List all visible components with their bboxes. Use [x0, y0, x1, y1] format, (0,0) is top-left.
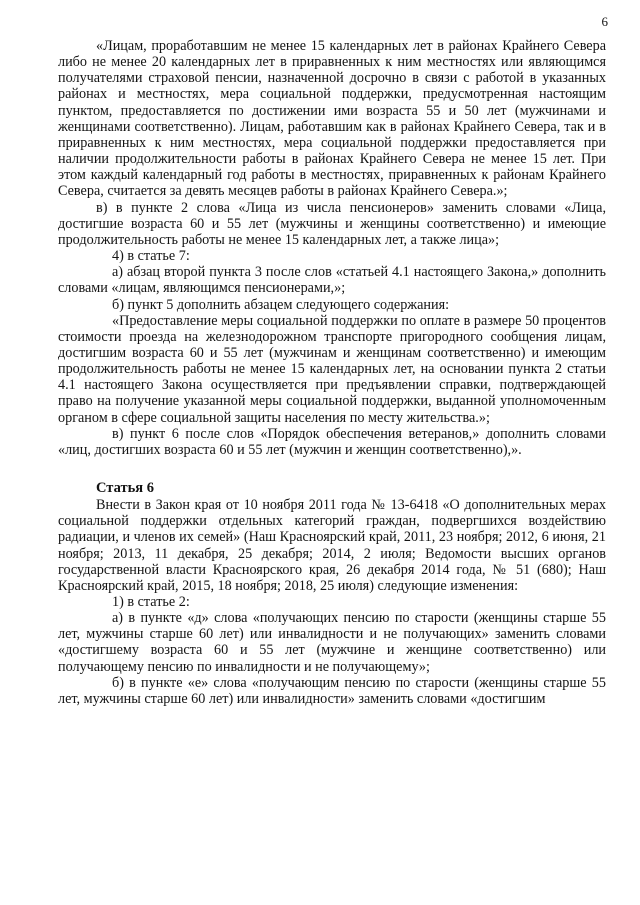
paragraph: а) в пункте «д» слова «получающих пенсию по старости (женщины старше 55 лет, мужчины старше 60 лет) или инвалидности и не получающих» заменить словами «достигшему возраста 60 и 55 лет (мужчине и женщине соответственно) или получающему пенсию по инвалидности и не получающему»; — [58, 610, 606, 675]
paragraph: Внести в Закон края от 10 ноября 2011 года № 13-6418 «О дополнительных мерах социальной поддержки отдельных категорий граждан, подвергшихся воздействию радиации, и членов их семей» (Наш Красноярский край, 2011, 23 ноября; 2012, 6 июня, 21 ноября; 2013, 11 декабря, 25 декабря; 2014, 2 июля; Ведомости высших органов государственной власти Красноярского края, 26 декабря 2014 года, № 51 (680); Наш Красноярский край, 2015, 18 ноября; 2018, 25 июля) следующие изменения: — [58, 497, 606, 594]
paragraph: в) в пункте 2 слова «Лица из числа пенсионеров» заменить словами «Лица, достигшие возраста 60 и 55 лет (мужчины и женщины соответственно) и имеющие продолжительность работы не менее 15 календарных лет, а также лица»; — [58, 199, 606, 248]
document-body — [58, 38, 606, 707]
page-number: 6 — [601, 14, 608, 29]
paragraph: б) пункт 5 дополнить абзацем следующего содержания: — [112, 296, 450, 313]
paragraph: 4) в статье 7: — [112, 248, 190, 265]
paragraph: «Лицам, проработавшим не менее 15 календарных лет в районах Крайнего Севера либо не менее 20 календарных лет в приравненных к ним местностях или являющимся получателями страховой пенсии, назначенной досрочно в связи с работой в указанных районах и местностях, мера социальной поддержки, предусмотренная настоящим пунктом, предоставляется по достижении ими возраста 55 и 50 лет (мужчинами и женщинами соответственно). Лицам, работавшим как в районах Крайнего Севера, так и в приравненных к ним местностях, мера социальной поддержки предоставляется при наличии продолжительности работы в районах Крайнего Севера не менее 15 лет. При этом каждый календарный год работы в местностях, приравненных к районам Крайнего Севера, считается за девять месяцев работы в районах Крайнего Севера.»; — [58, 38, 606, 200]
article-heading: Статья 6 — [96, 480, 154, 497]
paragraph: «Предоставление меры социальной поддержки по оплате в размере 50 процентов стоимости проезда на железнодорожном транспорте пригородного сообщения лицам, достигшим возраста 60 и 55 лет (мужчинам и женщинам соответственно) и имеющим продолжительность работы не менее 15 календарных лет, на основании пункта 2 статьи 4.1 настоящего Закона осуществляется при предъявлении справки, подтверждающей право на получение указанной меры социальной поддержки, выданной уполномоченным органом в сфере социальной защиты населения по месту жительства.»; — [58, 312, 606, 426]
paragraph: б) в пункте «е» слова «получающим пенсию по старости (женщины старше 55 лет, мужчины старше 60 лет) или инвалидности» заменить словами «достигшим — [58, 674, 606, 707]
paragraph: а) абзац второй пункта 3 после слов «статьей 4.1 настоящего Закона,» дополнить словами «лицам, являющимся пенсионерами,»; — [58, 264, 606, 297]
paragraph: 1) в статье 2: — [112, 594, 190, 610]
paragraph: в) пункт 6 после слов «Порядок обеспечения ветеранов,» дополнить словами «лиц, достигших возраста 60 и 55 лет (мужчин и женщин соответственно),». — [58, 425, 606, 458]
